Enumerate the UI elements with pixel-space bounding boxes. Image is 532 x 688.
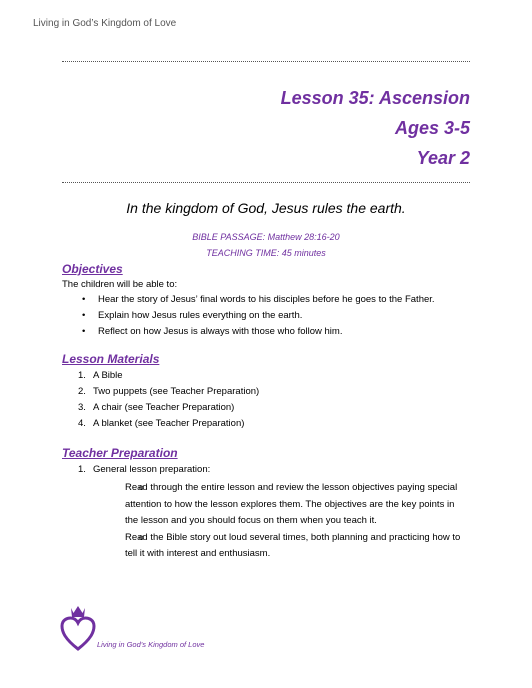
teaching-time: TEACHING TIME: 45 minutes <box>206 248 326 258</box>
lesson-ages: Ages 3-5 <box>394 118 470 138</box>
objectives-intro: The children will be able to: <box>62 279 178 290</box>
materials-list <box>62 368 482 432</box>
crown-heart-icon <box>60 605 96 651</box>
objectives-heading: Objectives <box>62 262 123 276</box>
lesson-title: Lesson 35: Ascension <box>280 88 470 108</box>
lesson-year: Year 2 <box>416 148 470 168</box>
list-number: 1. <box>78 370 86 381</box>
title-divider <box>62 182 470 183</box>
list-text: A blanket (see Teacher Preparation) <box>93 418 245 429</box>
list-number: 4. <box>78 418 86 429</box>
lesson-theme: In the kingdom of God, Jesus rules the earth. <box>126 200 406 216</box>
materials-heading: Lesson Materials <box>62 352 160 366</box>
list-number: 3. <box>78 402 86 413</box>
list-item: • Hear the story of Jesus’ final words to his disciples before he goes to the Father. <box>62 292 482 308</box>
bible-passage: BIBLE PASSAGE: Matthew 28:16-20 <box>192 232 340 242</box>
list-number: 2. <box>78 386 86 397</box>
list-item: • Explain how Jesus rules everything on the earth. <box>62 308 482 324</box>
list-item: • Reflect on how Jesus is always with those who follow him. <box>62 324 482 340</box>
list-text: Two puppets (see Teacher Preparation) <box>93 386 260 397</box>
list-item <box>62 368 482 384</box>
sub-list-item: o Read through the entire lesson and review the lesson objectives paying special attention to how the lesson explores them. The objectives are the key points in the lesson and you should focus on them when you teach it. <box>125 480 463 530</box>
objectives-list <box>62 292 482 340</box>
list-text: General lesson preparation: <box>93 464 211 475</box>
list-item <box>62 416 482 432</box>
list-item <box>62 462 482 563</box>
list-item <box>62 400 482 416</box>
preparation-heading: Teacher Preparation <box>62 446 178 460</box>
list-item <box>62 384 482 400</box>
sub-list-item: o Read the Bible story out loud several times, both planning and practicing how to tell it with interest and enthusiasm. <box>125 530 463 563</box>
page-footer: Living in God’s Kingdom of Love <box>97 640 205 649</box>
list-number: 1. <box>78 464 86 475</box>
preparation-sublist <box>62 480 482 563</box>
list-text: A chair (see Teacher Preparation) <box>93 402 235 413</box>
top-divider <box>62 61 470 62</box>
list-text: A Bible <box>93 370 123 381</box>
page-header: Living in God’s Kingdom of Love <box>33 18 177 29</box>
preparation-list <box>62 462 482 563</box>
